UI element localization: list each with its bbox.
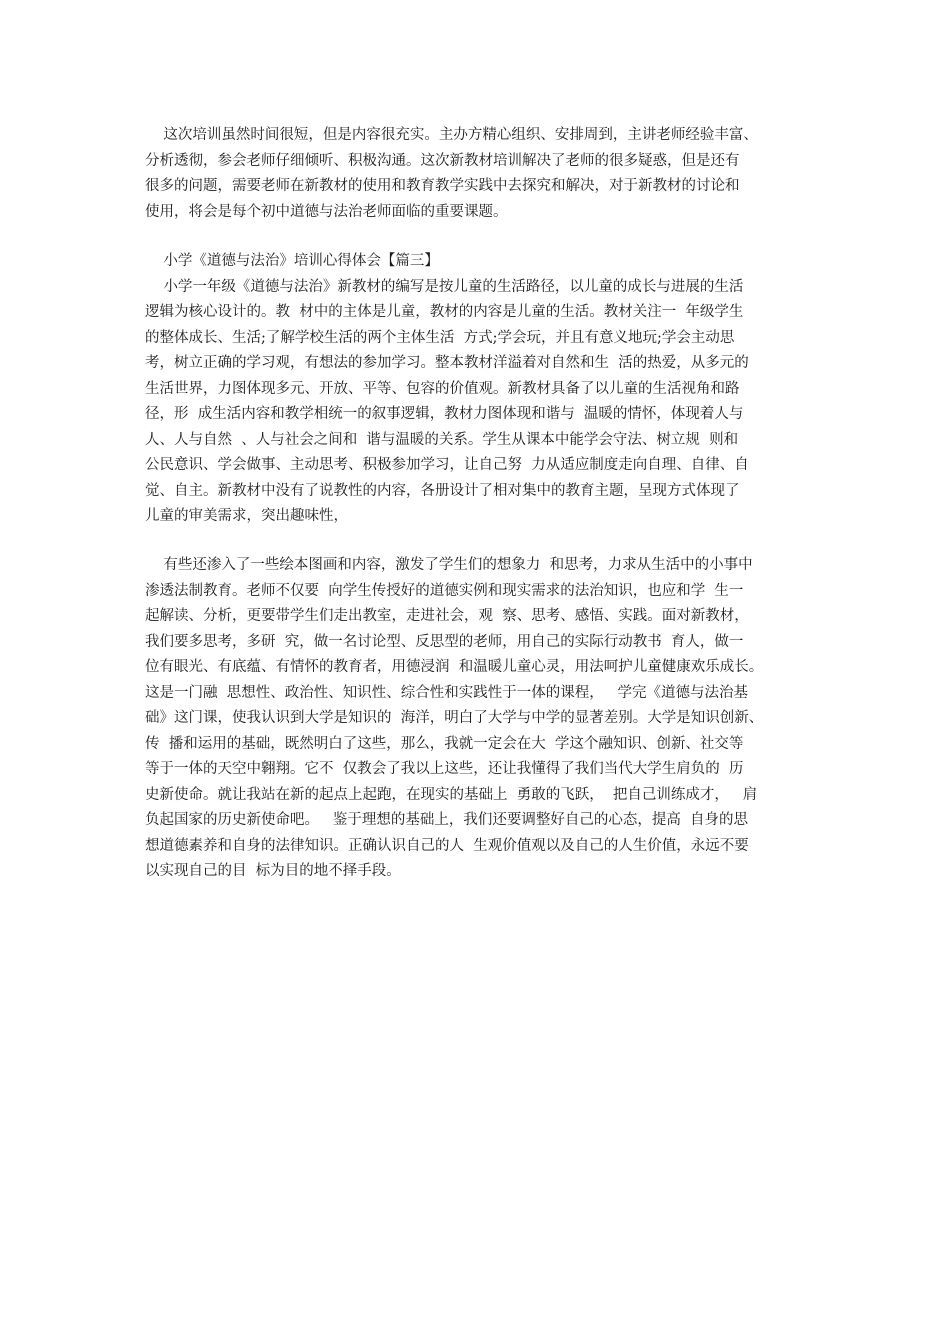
text-line: 想道德素养和自身的法律知识。正确认识自己的人 生观价值观以及自己的人生价值，永远不要 xyxy=(145,837,749,854)
paragraph-intro xyxy=(145,123,825,225)
paragraph-section-three xyxy=(145,249,825,530)
text-line: 考，树立正确的学习观，有想法的参加学习。整本教材洋溢着对自然和生 活的热爱，从多元的 xyxy=(145,355,749,371)
text-line: 等于一体的天空中翱翔。它不 仅教会了我以上这些，还让我懂得了我们当代大学生肩负的 历 xyxy=(145,761,744,777)
text-line: 起解读、分析，更要带学生们走出教室，走进社会，观 察、思考、感悟、实践。面对新教材， xyxy=(145,608,749,624)
text-line: 我们要多思考，多研 究，做一名讨论型、反思型的老师，用自己的实际行动教书 育人，做一 xyxy=(145,633,744,650)
text-line: 负起国家的历史新使命吧。 鉴于理想的基础上，我们还要调整好自己的心态，提高 自身的思 xyxy=(145,812,749,828)
text-line: 础》这门课，使我认识到大学是知识的 海洋，明白了大学与中学的显著差别。大学是知识创新、 xyxy=(145,710,764,726)
text-line: 的整体成长、生活;了解学校生活的两个主体生活 方式;学会玩，并且有意义地玩;学会主动思 xyxy=(145,329,735,346)
text-line: 生活世界，力图体现多元、开放、平等、包容的价值观。新教材具备了以儿童的生活视角和路 xyxy=(145,380,740,397)
text-line: 很多的问题，需要老师在新教材的使用和教育教学实践中去探究和解决，对于新教材的讨论和 xyxy=(145,178,740,194)
text-line: 以实现自己的目 标为目的地不择手段。 xyxy=(145,863,401,879)
text-line: 使用，将会是每个初中道德与法治老师面临的重要课题。 xyxy=(145,203,508,220)
text-line: 分析透彻，参会老师仔细倾听、积极沟通。这次新教材培训解决了老师的很多疑惑，但是还有 xyxy=(145,152,740,169)
text-line: 史新使命。就让我站在新的起点上起跑，在现实的基础上 勇敢的飞跃， 把自己训练成才， 肩 xyxy=(145,786,758,803)
text-line: 儿童的审美需求，突出趣味性， xyxy=(145,508,348,524)
text-line: 传 播和运用的基础，既然明白了这些，那么，我就一定会在大 学这个融知识、创新、社交等 xyxy=(145,735,744,752)
text-line: 觉、自主。新教材中没有了说教性的内容，各册设计了相对集中的教育主题，呈现方式体现了 xyxy=(145,482,740,499)
text-line: 这是一门融 思想性、政治性、知识性、综合性和实践性于一体的课程， 学完《道德与法治基 xyxy=(145,684,749,701)
text-line: 逻辑为核心设计的。教 材中的主体是儿童，教材的内容是儿童的生活。教材关注一 年级学生 xyxy=(145,304,744,320)
text-line: 有些还渗入了一些绘本图画和内容，激发了学生们的想象力 和思考，力求从生活中的小事中 xyxy=(145,557,753,573)
section-title: 小学《道德与法治》培训心得体会【篇三】 xyxy=(145,253,439,269)
text-line: 径，形 成生活内容和教学相统一的叙事逻辑，教材力图体现和谐与 温暖的情怀，体现着人与 xyxy=(145,406,744,422)
text-line: 小学一年级《道德与法治》新教材的编写是按儿童的生活路径，以儿童的成长与进展的生活 xyxy=(145,278,744,295)
text-line: 人、人与自然 、人与社会之间和 谐与温暖的关系。学生从课本中能学会守法、树立规 则和 xyxy=(145,431,739,448)
text-line: 渗透法制教育。老师不仅要 向学生传授好的道德实例和现实需求的法治知识，也应和学 生一 xyxy=(145,582,744,599)
text-line: 这次培训虽然时间很短，但是内容很充实。主办方精心组织、安排周到，主讲老师经验丰富、 xyxy=(145,127,758,143)
text-line: 公民意识、学会做事、主动思考、积极参加学习，让自己努 力从适应制度走向自理、自律、自 xyxy=(145,457,749,473)
text-line: 位有眼光、有底蕴、有情怀的教育者，用德浸润 和温暖儿童心灵，用法呵护儿童健康欢乐成长。 xyxy=(145,659,764,675)
paragraph-continuation xyxy=(145,553,825,885)
